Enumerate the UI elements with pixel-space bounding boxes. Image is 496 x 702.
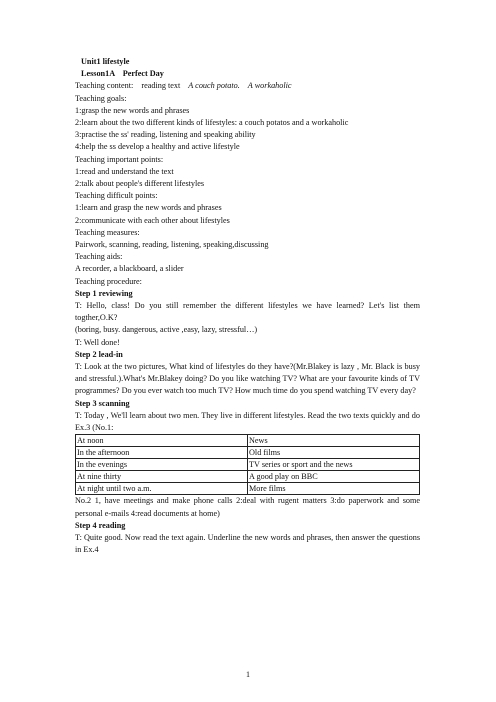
teaching-content (75, 80, 420, 92)
important-item: 2:talk about people's different lifestyles (75, 179, 205, 189)
content-reading: reading text (141, 81, 181, 91)
table-row (76, 435, 420, 447)
unit-title: Unit1 lifestyle (81, 57, 130, 66)
table-cell-programme: A good play on BBC (248, 471, 420, 483)
content-text1: A couch potato. (188, 81, 240, 91)
table-cell-time: In the afternoon (76, 447, 248, 459)
aids-text: A recorder, a blackboard, a slider (75, 264, 184, 274)
difficult-heading: Teaching difficult points: (75, 191, 158, 201)
step1-heading: Step 1 reviewing (75, 288, 133, 298)
table-row (76, 483, 420, 495)
goals-heading: Teaching goals: (75, 93, 127, 103)
goal-item: 4:help the ss develop a healthy and active lifestyle (75, 142, 240, 152)
table-cell-programme: More films (248, 483, 420, 495)
content-label: Teaching content: (75, 81, 134, 91)
goal-item: 3:practise the ss' reading, listening and speaking ability (75, 130, 256, 140)
difficult-item: 2:communicate with each other about lifestyles (75, 215, 230, 225)
lesson-title (75, 68, 420, 80)
important-item: 1:read and understand the text (75, 166, 174, 176)
goal-item: 1:grasp the new words and phrases (75, 105, 190, 115)
step3-text: T: Today , We'll learn about two men. They live in different lifestyles. Read the two texts quickly and do Ex.3 (No.1: (75, 410, 420, 433)
step4-heading: Step 4 reading (75, 520, 126, 530)
step1-praise: T: Well done! (75, 337, 120, 347)
step3-heading: Step 3 scanning (75, 398, 130, 408)
table-cell-time: In the evenings (76, 459, 248, 471)
procedure-heading: Teaching procedure: (75, 276, 142, 286)
content-text2: A workaholic (247, 81, 292, 91)
table-row (76, 459, 420, 471)
step1-list: (boring, busy. dangerous, active ,easy, lazy, stressful…) (75, 325, 258, 335)
document-body (75, 56, 420, 556)
step3-no2: No.2 1, have meetings and make phone calls 2:deal with rugent matters 3:do paperwork and some personal e-mails 4:read documents at home) (75, 496, 420, 518)
lesson-name: Perfect Day (122, 69, 164, 79)
page-number: 1 (246, 670, 250, 679)
table-row (76, 471, 420, 483)
step2-text: T: Look at the two pictures, What kind of lifestyles do they have?(Mr.Blakey is lazy , Mr. Black is busy and stressful.).What's Mr.Blakey doing? Do you like watching TV? What are your favourite kinds of TV programmes? Do you ever watch too much TV? How much time do you spend watching TV every day? (75, 362, 420, 396)
step4-text: T: Quite good. Now read the text again. Underline the new words and phrases, then answer the questions in Ex.4 (75, 532, 420, 555)
table-cell-programme: News (248, 435, 420, 447)
table-cell-programme: Old films (248, 447, 420, 459)
important-heading: Teaching important points: (75, 154, 164, 164)
step1-teacher-text: T: Hello, class! Do you still remember the different lifestyles we have learned? Let's list them togther,O.K? (75, 301, 420, 323)
measures-heading: Teaching measures: (75, 227, 140, 237)
lesson-label: Lesson1A (81, 69, 115, 79)
goal-item: 2:learn about the two different kinds of lifestyles: a couch potatos and a workaholic (75, 118, 349, 128)
table-cell-time: At nine thirty (76, 471, 248, 483)
step2-heading: Step 2 lead-in (75, 349, 123, 359)
measures-text: Pairwork, scanning, reading, listening, speaking,discussing (75, 240, 269, 250)
aids-heading: Teaching aids: (75, 252, 123, 262)
table-row (76, 447, 420, 459)
difficult-item: 1:learn and grasp the new words and phrases (75, 203, 222, 213)
table-cell-time: At noon (76, 435, 248, 447)
table-cell-programme: TV series or sport and the news (248, 459, 420, 471)
schedule-table (75, 434, 420, 495)
table-cell-time: At night until two a.m. (76, 483, 248, 495)
